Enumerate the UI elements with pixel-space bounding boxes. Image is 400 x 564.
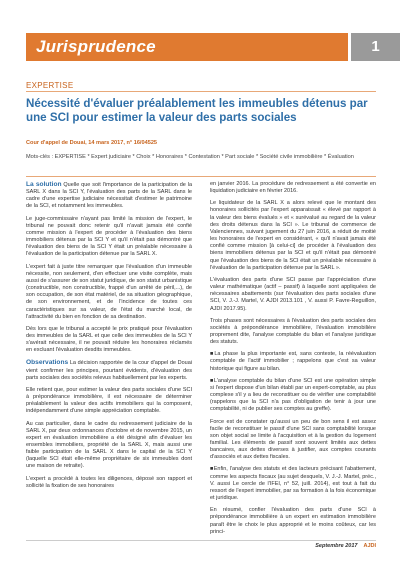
paragraph-text: ■Enfin, l'analyse des statuts et des lacteurs précisant l'abattement, comme les aspects fiscaux (au sujet desquels, V. J.-J. Martel, préc., V. aussi Le cercle de l'IFEI, n° 52, juill. 2014), est tout à fait du ressort de l'expert immobilier, par sa formation à la fois économique et juridique. — [210, 466, 376, 502]
paragraph — [210, 318, 376, 347]
paragraph-text: ■L'analyse comptable du bilan d'une SCI est une opération simple si l'expert dispose d'un bilan établi par un expert-comptable, au plus complexe s'il y a lieu de reconstituer ou de vérifier une comptabilité (rappelons que la SCI n'a pas d'obligation de tenir à jour une comptabilité, ni de publier ses comptes au greffe). — [210, 377, 376, 413]
paragraph — [26, 387, 192, 416]
paragraph-text: Au cas particulier, dans le cadre du redressement judiciaire de la SARL X, par deux ordonnances d'octobre et de novembre 2015, un expert en évaluation immobilière a été désigné afin d'évaluer les ensembles immobiliers, propriété de la SARL X, mais aussi une faible participation de la SARL X dans le capital de la SCI Y (laquelle SCI était elle-même propriétaire de six immeubles dont une maison de retraite). — [26, 420, 192, 470]
paragraph — [210, 466, 376, 502]
paragraph — [210, 181, 376, 195]
paragraph-text: Force est de constater qu'aussi un peu de bon sens il est assez facile de reconstituer le passif d'une SCI sans comptabilité lorsque son objet social se limite à l'acquisition et à la gestion du logement familial. Les éléments de passif sont souvent limités aux dettes bancaires, aux dettes diverses à justifier, aux comptes courants d'associés et aux dettes fiscales. — [210, 418, 376, 461]
keywords-divider — [26, 176, 376, 177]
paragraph-text: L'évaluation des parts d'une SCI passe par l'appréciation d'une valeur mathématique (actif – passif) à laquelle sont appliquées de nécessaires abattements (sur l'évaluation des parts sociales d'une SCI, V. J.-J. Martel, V. AJDI 2013.101 , V. aussi P. Favre-Reguillon, AJDI 2017.95). — [210, 276, 376, 312]
paragraph-text: L'expert a procédé à toutes les diligences, déposé son rapport et sollicité la fixation de ses honoraires — [26, 475, 192, 489]
paragraph-text: En résumé, confier l'évaluation des parts d'une SCI à prépondérance immobilière à un expert en estimation immobilière paraît être le choix le plus approprié et le moins coûteux, car les princi- — [210, 507, 376, 535]
paragraph-text: Quelle que soit l'importance de la participation de la SARL X dans la SCI Y, l'évaluation des parts de la SARL dans le cadre d'une expertise judiciaire nécessitait d'estimer le patrimoine de la SCI, et notamment les immeubles. — [26, 182, 192, 210]
paragraph-text: L'expert fait à juste titre remarquer que l'évaluation d'un immeuble nécessite, non seulement, d'en effectuer une visite complète, mais aussi de s'assurer de son statut juridique, de son statut urbanistique (constructible, non constructible, frappé d'un arrêté de péril,...), de son occupation, de son état matériel, de sa situation géographique, de son environnement, et de l'incidence de toutes ces caractéristiques sur sa valeur, de l'état du marché local, de l'attractivité du bien en fonction de sa destination. — [26, 263, 192, 320]
section-divider — [26, 91, 376, 92]
article-headline: Nécessité d'évaluer préalablement les immeubles détenus par une SCI pour estimer la valeur des parts sociales — [26, 97, 368, 124]
paragraph — [26, 216, 192, 259]
paragraph-text: en janvier 2016. La procédure de redressement a été convertie en liquidation judiciaire en février 2016. — [210, 181, 376, 195]
page-footer — [315, 543, 376, 549]
paragraph — [210, 378, 376, 414]
paragraph — [210, 200, 376, 272]
page-number: 1 — [351, 33, 400, 61]
court-citation: Cour d'appel de Douai, 14 mars 2017, n° 16/04525 — [26, 140, 158, 146]
paragraph — [26, 326, 192, 355]
right-column — [210, 181, 376, 541]
paragraph-label: La solution — [26, 181, 62, 188]
footer-date: Septembre 2017 — [315, 543, 358, 549]
paragraph-text: Elle retient que, pour estimer la valeur des parts sociales d'une SCI à prépondérance immobilière, il est nécessaire de déterminer préalablement la valeur des actifs immobiliers qui la composent, indépendamment d'une simple appréciation comptable. — [26, 386, 192, 415]
paragraph — [210, 351, 376, 372]
footer-divider — [26, 540, 376, 541]
paragraph-text: Trois phases sont nécessaires à l'évaluation des parts sociales des sociétés à prépondérance immobilière, l'évaluation immobilière proprement dite, l'analyse comptable du bilan et l'analyse juridique des statuts. — [210, 317, 376, 346]
section-label: EXPERTISE — [26, 81, 74, 90]
header-title: Jurisprudence — [36, 37, 156, 56]
left-column — [26, 181, 192, 495]
keywords: Mots-clés : EXPERTISE * Expert judiciaire * Choix * Honoraires * Contestation * Part sociale * Société civile immobilière * Évaluation — [26, 154, 354, 160]
page-header — [0, 33, 400, 61]
paragraph — [26, 476, 192, 490]
paragraph — [26, 181, 192, 211]
paragraph-text: La décision rapportée de la cour d'appel de Douai vient confirmer les principes, pourtant évidents, d'évaluation des parts sociales des sociétés relevus habituellement par les experts. — [26, 360, 193, 381]
paragraph — [210, 507, 376, 536]
footer-journal: AJDI — [363, 543, 376, 549]
paragraph — [210, 277, 376, 313]
paragraph-text: ■La phase la plus importante est, sans conteste, la réévaluation comptable de l'actif immobilier ; rappelons que c'est sa valeur historique qui figure au bilan. — [210, 351, 376, 372]
paragraph — [26, 359, 192, 381]
paragraph — [210, 419, 376, 462]
paragraph-text: Dès lors que le tribunal a accepté le prix pratiqué pour l'évaluation des immeubles de la SARL et que celle des immeubles de la SCI Y s'avérait nécessaire, il ne pouvait réduire les honoraires réclamés en excluant l'évaluation desdits immeubles. — [26, 325, 192, 354]
paragraph — [26, 421, 192, 471]
paragraph — [26, 264, 192, 321]
paragraph-text: Le liquidateur de la SARL X a alors relevé que le montant des honoraires sollicités par l'expert apparaissait « élevé par rapport à la valeur des biens évalués » et « surévalué au regard de la valeur des droits détenus dans la SCI ». Le tribunal de commerce de Valenciennes, suivant jugement du 27 juin 2016, a réduit de moitié les honoraires de l'expert en considérant, « qu'il n'avait jamais été confié comme mission [à celui-ci] de procéder à l'évaluation des biens immobiliers détenus par la SCI et qu'il n'était pas démontré que l'évaluation des biens de la SCI était un préalable nécessaire à l'évaluation de la participation détenue par la SARL ». — [210, 200, 376, 271]
paragraph-label: Observations — [26, 359, 69, 367]
paragraph-text: Le juge-commissaire n'ayant pas limité la mission de l'expert, le tribunal ne pouvait donc retenir qu'il n'avait jamais été confié comme mission à l'expert de procéder à l'évaluation des biens immobiliers détenus par la SCI Y et qu'il n'était pas démontré que l'évaluation des biens de la SCI Y était un préalable nécessaire à l'évaluation de la participation détenue par la SARL X. — [26, 215, 192, 258]
